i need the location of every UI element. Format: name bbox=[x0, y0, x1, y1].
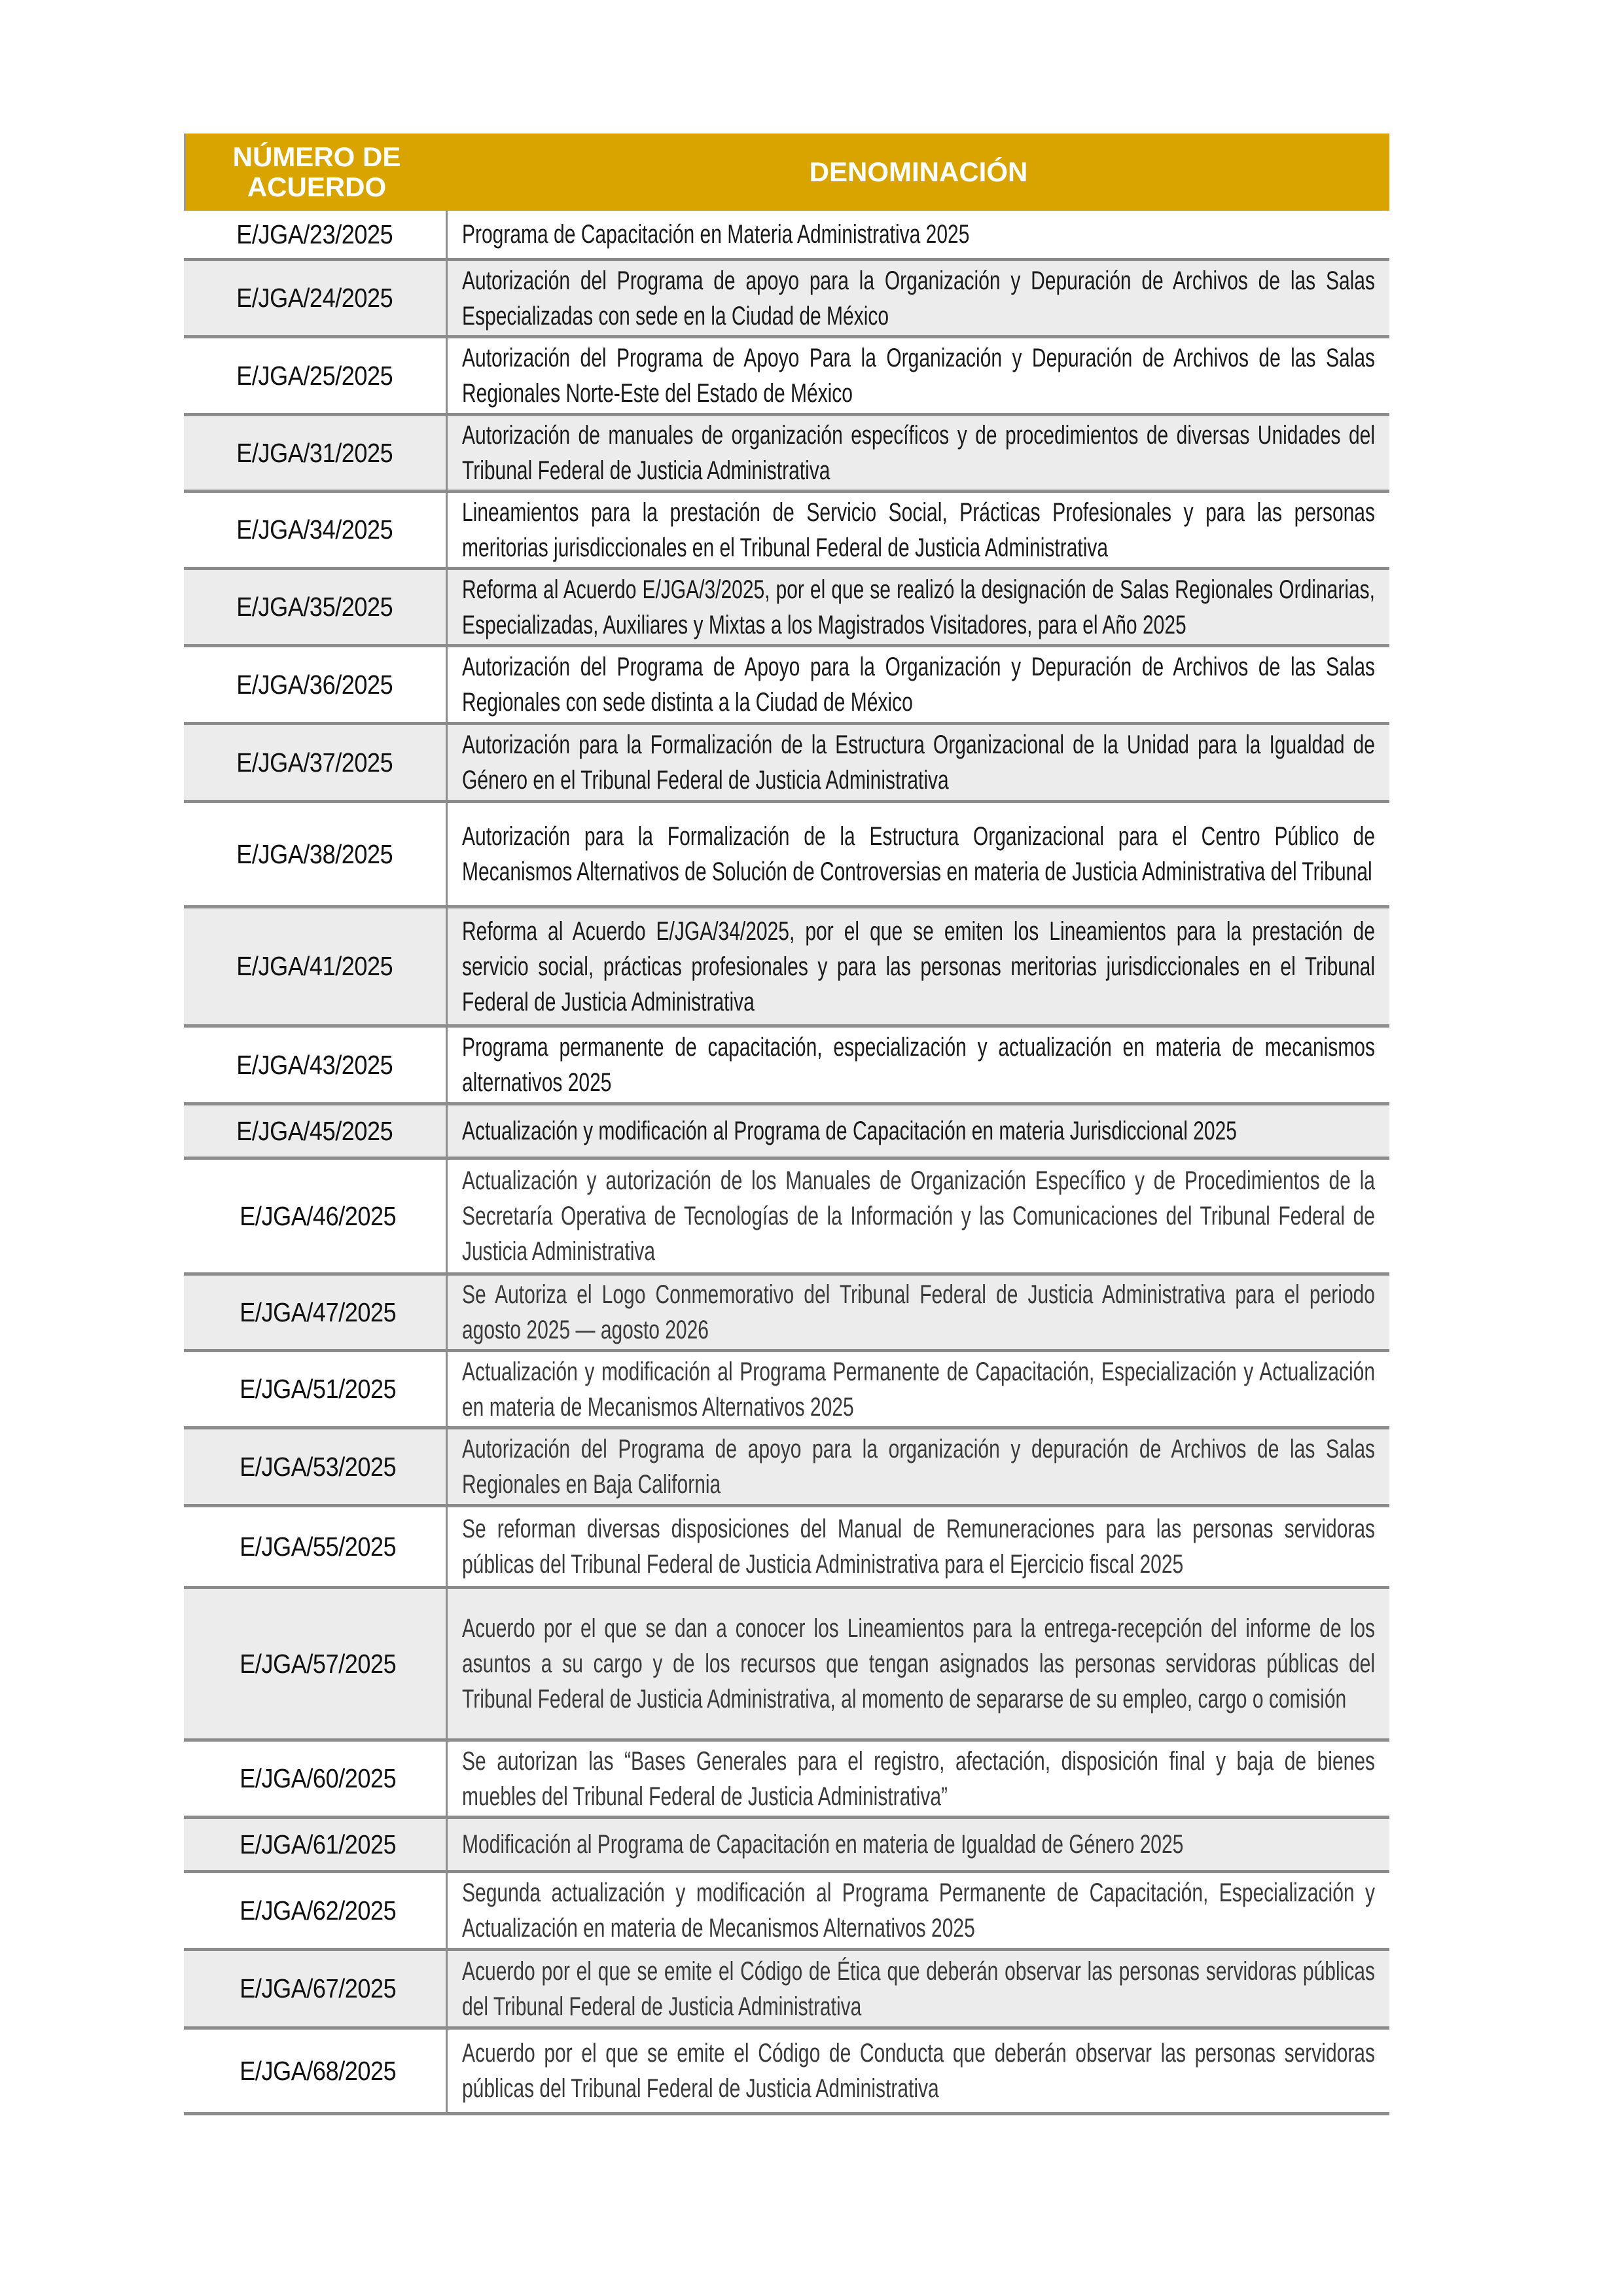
denominacion-cell bbox=[448, 1589, 1389, 1738]
acuerdo-number-cell bbox=[184, 647, 448, 722]
acuerdo-number-cell bbox=[184, 1507, 448, 1586]
denominacion-cell bbox=[448, 570, 1389, 644]
denominacion-cell bbox=[448, 803, 1389, 905]
acuerdo-number-cell bbox=[184, 1276, 448, 1349]
acuerdo-number-cell bbox=[184, 803, 448, 905]
acuerdo-number: E/JGA/62/2025 bbox=[240, 1895, 397, 1926]
denominacion-text: Acuerdo por el que se emite el Código de Conducta que deberán observar las personas servidoras públicas del Tribunal Federal de Justicia Administrativa bbox=[462, 2039, 1375, 2103]
denominacion-text: Actualización y autorización de los Manuales de Organización Específico y de Procedimientos de la Secretaría Operativa de Tecnologías de la Información y las Comunicaciones del Tribunal Federal de Justicia Administrativa bbox=[462, 1166, 1375, 1266]
acuerdo-number: E/JGA/25/2025 bbox=[236, 360, 393, 391]
denominacion-text: Se reforman diversas disposiciones del Manual de Remuneraciones para las personas servidoras públicas del Tribunal Federal de Justicia Administrativa para el Ejercicio fiscal 2025 bbox=[462, 1515, 1375, 1579]
denominacion-text: Reforma al Acuerdo E/JGA/34/2025, por el que se emiten los Lineamientos para la prestación de servicio social, prácticas profesionales y para las personas meritorias jurisdiccionales en el Tribunal Federal de Justicia Administrativa bbox=[462, 916, 1375, 1016]
acuerdo-number: E/JGA/41/2025 bbox=[236, 951, 393, 981]
acuerdo-number: E/JGA/31/2025 bbox=[236, 437, 393, 468]
denominacion-text: Acuerdo por el que se emite el Código de Ética que deberán observar las personas servidoras públicas del Tribunal Federal de Justicia Administrativa bbox=[462, 1956, 1375, 2021]
acuerdo-number: E/JGA/67/2025 bbox=[240, 1973, 397, 2003]
denominacion-text: Lineamientos para la prestación de Servicio Social, Prácticas Profesionales y para las personas meritorias jurisdiccionales en el Tribunal Federal de Justicia Administrativa bbox=[462, 497, 1375, 562]
table-row bbox=[184, 1352, 1389, 1429]
table-row bbox=[184, 1819, 1389, 1873]
acuerdo-number-cell bbox=[184, 1352, 448, 1426]
acuerdo-number: E/JGA/24/2025 bbox=[236, 283, 393, 313]
acuerdo-number: E/JGA/36/2025 bbox=[236, 669, 393, 700]
acuerdo-number-cell bbox=[184, 725, 448, 800]
denominacion-cell bbox=[448, 2030, 1389, 2112]
denominacion-text: Acuerdo por el que se dan a conocer los Lineamientos para la entrega-recepción del informe de los asuntos a su cargo y de los recursos que tengan asignados las personas servidoras públicas del Tribunal Federal de Justicia Administrativa, al momento de separarse de su empleo, cargo o comisión bbox=[462, 1614, 1375, 1713]
acuerdo-number: E/JGA/46/2025 bbox=[240, 1200, 397, 1231]
denominacion-cell bbox=[448, 261, 1389, 335]
acuerdo-number-cell bbox=[184, 211, 448, 258]
acuerdo-number-cell bbox=[184, 1160, 448, 1272]
denominacion-text: Programa permanente de capacitación, especialización y actualización en materia de mecanismos alternativos 2025 bbox=[462, 1033, 1375, 1097]
denominacion-text: Actualización y modificación al Programa Permanente de Capacitación, Especialización y Actualización en materia de Mecanismos Alternativos 2025 bbox=[462, 1357, 1375, 1422]
acuerdo-number: E/JGA/61/2025 bbox=[240, 1829, 397, 1859]
acuerdo-number: E/JGA/34/2025 bbox=[236, 514, 393, 545]
denominacion-cell bbox=[448, 1160, 1389, 1272]
denominacion-text: Autorización del Programa de Apoyo para la Organización y Depuración de Archivos de las Salas Regionales con sede distinta a la Ciudad de México bbox=[462, 653, 1375, 717]
header-numero-de-acuerdo bbox=[186, 134, 448, 211]
header-numero-line1: NÚMERO DE bbox=[232, 141, 401, 172]
denominacion-cell bbox=[448, 1429, 1389, 1504]
denominacion-cell bbox=[448, 211, 1389, 258]
denominacion-text: Autorización para la Formalización de la Estructura Organizacional de la Unidad para la Igualdad de Género en el Tribunal Federal de Justicia Administrativa bbox=[462, 730, 1375, 795]
table-row bbox=[184, 1105, 1389, 1160]
denominacion-cell bbox=[448, 1873, 1389, 1948]
denominacion-cell bbox=[448, 1819, 1389, 1870]
acuerdo-number-cell bbox=[184, 908, 448, 1024]
denominacion-text: Se Autoriza el Logo Conmemorativo del Tribunal Federal de Justicia Administrativa para el periodo agosto 2025 — agosto 2026 bbox=[462, 1280, 1375, 1344]
acuerdo-number: E/JGA/37/2025 bbox=[236, 747, 393, 778]
header-numero-line2: ACUERDO bbox=[247, 171, 387, 202]
table-row bbox=[184, 1951, 1389, 2030]
table-row bbox=[184, 725, 1389, 803]
acuerdo-number-cell bbox=[184, 1105, 448, 1157]
acuerdo-number: E/JGA/23/2025 bbox=[236, 219, 393, 249]
table-row bbox=[184, 1742, 1389, 1819]
acuerdo-number-cell bbox=[184, 2030, 448, 2112]
acuerdo-number: E/JGA/55/2025 bbox=[240, 1531, 397, 1562]
table-row bbox=[184, 338, 1389, 416]
denominacion-text: Segunda actualización y modificación al Programa Permanente de Capacitación, Especialización y Actualización en materia de Mecanismos Alternativos 2025 bbox=[462, 1878, 1375, 1943]
denominacion-text: Se autorizan las “Bases Generales para el registro, afectación, disposición final y baja de bienes muebles del Tribunal Federal de Justicia Administrativa” bbox=[462, 1746, 1375, 1811]
acuerdo-number: E/JGA/47/2025 bbox=[240, 1297, 397, 1327]
acuerdo-number-cell bbox=[184, 1951, 448, 2026]
denominacion-cell bbox=[448, 493, 1389, 567]
table-row bbox=[184, 1873, 1389, 1951]
table-row bbox=[184, 1028, 1389, 1105]
denominacion-text: Autorización de manuales de organización específicos y de procedimientos de diversas Unidades del Tribunal Federal de Justicia Administrativa bbox=[462, 421, 1375, 485]
denominacion-cell bbox=[448, 1507, 1389, 1586]
acuerdo-number: E/JGA/38/2025 bbox=[236, 838, 393, 869]
denominacion-cell bbox=[448, 1028, 1389, 1102]
table-row bbox=[184, 1429, 1389, 1507]
table-row bbox=[184, 261, 1389, 338]
denominacion-text: Modificación al Programa de Capacitación en materia de Igualdad de Género 2025 bbox=[462, 1830, 1184, 1859]
denominacion-cell bbox=[448, 647, 1389, 722]
table-row bbox=[184, 1507, 1389, 1589]
acuerdo-number: E/JGA/51/2025 bbox=[240, 1374, 397, 1404]
acuerdo-number: E/JGA/68/2025 bbox=[240, 2055, 397, 2086]
denominacion-text: Reforma al Acuerdo E/JGA/3/2025, por el que se realizó la designación de Salas Regionales Ordinarias, Especializadas, Auxiliares y Mixtas a los Magistrados Visitadores, para el Año 2025 bbox=[462, 575, 1375, 639]
denominacion-cell bbox=[448, 1276, 1389, 1349]
table-row bbox=[184, 211, 1389, 261]
header-denominacion: DENOMINACIÓN bbox=[809, 156, 1028, 187]
denominacion-cell bbox=[448, 416, 1389, 490]
table-row bbox=[184, 2030, 1389, 2115]
acuerdo-number-cell bbox=[184, 1742, 448, 1816]
denominacion-text: Autorización del Programa de apoyo para la organización y depuración de Archivos de las Salas Regionales en Baja California bbox=[462, 1435, 1375, 1499]
acuerdo-number-cell bbox=[184, 570, 448, 644]
acuerdo-number-cell bbox=[184, 1819, 448, 1870]
acuerdo-number-cell bbox=[184, 261, 448, 335]
denominacion-cell bbox=[448, 1105, 1389, 1157]
acuerdos-table bbox=[184, 134, 1389, 2115]
denominacion-text: Autorización del Programa de apoyo para la Organización y Depuración de Archivos de las Salas Especializadas con sede en la Ciudad de México bbox=[462, 266, 1375, 331]
denominacion-text: Actualización y modificación al Programa de Capacitación en materia Jurisdiccional 2025 bbox=[462, 1117, 1237, 1145]
table-row bbox=[184, 1160, 1389, 1276]
acuerdo-number-cell bbox=[184, 1589, 448, 1738]
acuerdo-number-cell bbox=[184, 416, 448, 490]
denominacion-cell bbox=[448, 1352, 1389, 1426]
denominacion-cell bbox=[448, 338, 1389, 413]
table-body bbox=[184, 211, 1389, 2115]
denominacion-text: Programa de Capacitación en Materia Administrativa 2025 bbox=[462, 220, 970, 249]
table-row bbox=[184, 1276, 1389, 1352]
table-row bbox=[184, 647, 1389, 725]
denominacion-text: Autorización del Programa de Apoyo Para la Organización y Depuración de Archivos de las Salas Regionales Norte-Este del Estado de México bbox=[462, 344, 1375, 408]
table-row bbox=[184, 803, 1389, 908]
table-header bbox=[184, 134, 1389, 211]
table-row bbox=[184, 908, 1389, 1028]
denominacion-cell bbox=[448, 908, 1389, 1024]
denominacion-cell bbox=[448, 725, 1389, 800]
acuerdo-number: E/JGA/35/2025 bbox=[236, 592, 393, 622]
acuerdo-number-cell bbox=[184, 338, 448, 413]
acuerdo-number: E/JGA/53/2025 bbox=[240, 1451, 397, 1482]
acuerdo-number-cell bbox=[184, 493, 448, 567]
denominacion-cell bbox=[448, 1742, 1389, 1816]
denominacion-text: Autorización para la Formalización de la Estructura Organizacional para el Centro Público de Mecanismos Alternativos de Solución de Controversias en materia de Justicia Administrativa del Tribunal bbox=[462, 822, 1375, 886]
acuerdo-number: E/JGA/57/2025 bbox=[240, 1648, 397, 1679]
acuerdo-number-cell bbox=[184, 1873, 448, 1948]
acuerdo-number-cell bbox=[184, 1429, 448, 1504]
acuerdo-number: E/JGA/60/2025 bbox=[240, 1763, 397, 1793]
table-row bbox=[184, 570, 1389, 647]
denominacion-cell bbox=[448, 1951, 1389, 2026]
acuerdo-number-cell bbox=[184, 1028, 448, 1102]
acuerdo-number: E/JGA/43/2025 bbox=[236, 1049, 393, 1080]
table-row bbox=[184, 416, 1389, 493]
table-row bbox=[184, 493, 1389, 570]
table-row bbox=[184, 1589, 1389, 1742]
acuerdo-number: E/JGA/45/2025 bbox=[236, 1115, 393, 1146]
